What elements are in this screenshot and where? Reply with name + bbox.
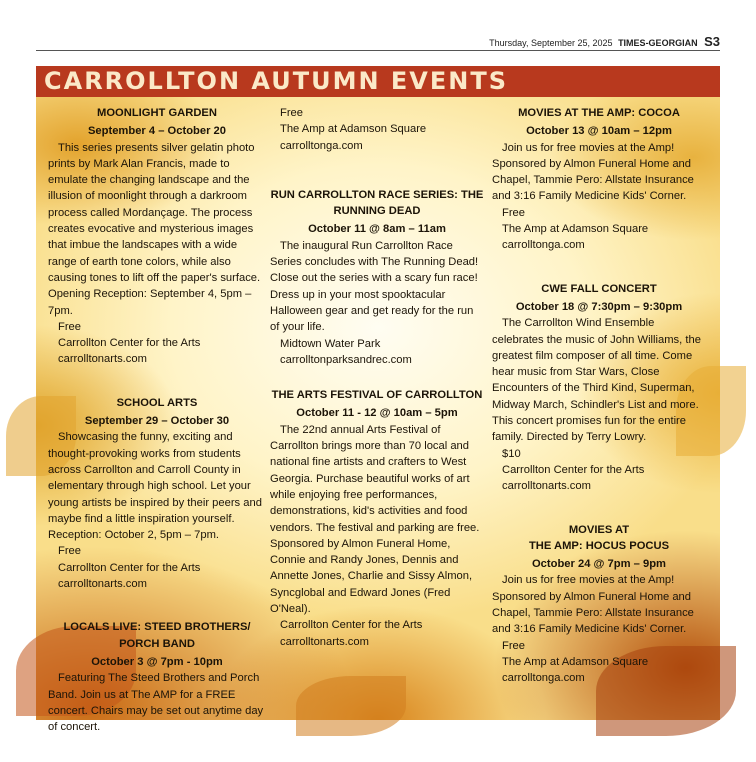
leaf-decoration bbox=[296, 676, 406, 736]
event-title-line-2: THE AMP: HOCUS POCUS bbox=[528, 539, 670, 552]
event-date: September 4 – October 20 bbox=[87, 125, 227, 138]
event-venue: The Amp at Adamson Square bbox=[502, 223, 649, 236]
event-description: Join us for free movies at the Amp! Sponsored by Almon Funeral Home and Chapel, Tammie Pero: Allstate Insurance and 3:16 Family Medicine Kids' Corner. bbox=[492, 574, 694, 636]
event-website: carrolltonga.com bbox=[280, 139, 363, 152]
section-title: CARROLLTON AUTUMN EVENTS bbox=[44, 67, 508, 95]
event-venue: The Amp at Adamson Square bbox=[502, 655, 649, 668]
event-website: carrolltonparksandrec.com bbox=[280, 353, 412, 366]
event-date: September 29 – October 30 bbox=[84, 415, 230, 428]
title-bar bbox=[36, 66, 720, 97]
event-title: CWE FALL CONCERT bbox=[541, 282, 657, 295]
event-description: Join us for free movies at the Amp! Sponsored by Almon Funeral Home and Chapel, Tammie Pero: Allstate Insurance and 3:16 Family Medicine Kids' Corner. bbox=[492, 141, 694, 203]
event-venue: The Amp at Adamson Square bbox=[280, 123, 427, 136]
event-date: October 13 @ 10am – 12pm bbox=[526, 125, 672, 138]
event-venue: Carrollton Center for the Arts bbox=[280, 619, 423, 632]
event-price: Free bbox=[280, 107, 304, 119]
event-date: October 11 @ 8am – 11am bbox=[308, 223, 446, 236]
event-description: The inaugural Run Carrollton Race Series concludes with The Running Dead! Close out the series with a scary fun race! Dress up in your most spooktacular Halloween gear and get ready for the run of your life. bbox=[270, 239, 479, 334]
event-description: Showcasing the funny, exciting and thought-provoking works from students across Carrollton and Carroll County in elementary through high school. Let your young artists be inspired by their peers and maybe find a little inspiration yourself. Reception: October 2, 5pm – 7pm. bbox=[48, 431, 262, 542]
column-3 bbox=[492, 105, 706, 714]
event-title: MOVIES AT THE AMP: COCOA bbox=[518, 107, 680, 119]
event-website: carrolltonarts.com bbox=[280, 635, 369, 648]
event-price: Free bbox=[58, 320, 82, 333]
events-panel bbox=[36, 66, 720, 734]
event-locals-live bbox=[48, 619, 266, 735]
event-date: October 3 @ 7pm - 10pm bbox=[91, 655, 223, 668]
newspaper-name: TIMES-GEORGIAN bbox=[618, 38, 698, 48]
event-description: Featuring The Steed Brothers and Porch Band. Join us at The AMP for a FREE concert. Chairs may be set out anytime day of concert. bbox=[48, 672, 264, 734]
event-school-arts bbox=[48, 395, 266, 593]
event-date: October 24 @ 7pm – 9pm bbox=[531, 558, 666, 571]
event-title-line-1: MOVIES AT bbox=[568, 523, 630, 536]
event-movies-coco bbox=[492, 105, 706, 254]
issue-date: Thursday, September 25, 2025 bbox=[489, 38, 613, 48]
column-2 bbox=[270, 105, 484, 669]
event-locals-live-continued bbox=[270, 105, 484, 154]
event-race-series bbox=[270, 187, 484, 368]
event-title: SCHOOL ARTS bbox=[116, 396, 198, 409]
page-header bbox=[489, 34, 720, 49]
event-arts-festival bbox=[270, 387, 484, 650]
event-website: carrolltonga.com bbox=[502, 672, 585, 685]
event-price: Free bbox=[58, 545, 82, 558]
event-moonlight-garden bbox=[48, 105, 266, 368]
header-rule bbox=[36, 50, 720, 51]
event-price: Free bbox=[502, 639, 526, 652]
event-description: The 22nd annual Arts Festival of Carrollton brings more than 70 local and national fine artists and crafters to West Georgia. Purchase beautiful works of art while enjoying free performances, demonstrations, kid's activities and food vendors. The festival and parking are free. Sponsored by Almon Funeral Home, Connie and Randy Jones, Dennis and Annette Jones, Charlie and Sissy Almon, Syncglobal and Edward Jones (Fred O'Neal). bbox=[270, 423, 480, 616]
event-date: October 18 @ 7:30pm – 9:30pm bbox=[515, 300, 683, 313]
event-website: carrolltonarts.com bbox=[58, 353, 147, 366]
event-website: carrolltonga.com bbox=[502, 239, 585, 252]
column-1 bbox=[48, 105, 266, 762]
event-venue: Carrollton Center for the Arts bbox=[58, 337, 201, 350]
event-description: The Carrollton Wind Ensemble celebrates the music of John Williams, the greatest film composer of all time. Come hear music from Star Wars, Close Encounters of the Third Kind, Superman, Midway March, Schindler's List and more. This concert promises fun for the entire family. Directed by Terry Lowry. bbox=[492, 317, 701, 444]
event-hocus-pocus bbox=[492, 522, 706, 687]
event-title: THE ARTS FESTIVAL OF CARROLLTON bbox=[271, 389, 483, 402]
event-cwe-concert bbox=[492, 281, 706, 495]
event-date: October 11 - 12 @ 10am – 5pm bbox=[296, 407, 458, 420]
event-price: $10 bbox=[502, 447, 521, 460]
page-number: S3 bbox=[704, 34, 720, 49]
event-title: MOONLIGHT GARDEN bbox=[97, 107, 217, 119]
event-venue: Midtown Water Park bbox=[280, 337, 381, 350]
event-description: This series presents silver gelatin photo prints by Mark Alan Francis, made to emulate the changing landscape and the illusion of moonlight through a darkroom process called Mordançage. The process creates evocative and mysterious images that imbue the landscapes with a wide range of earth tone colors, while also causing tones to lift off the paper's surface. Opening Reception: September 4, 5pm – 7pm. bbox=[48, 141, 261, 317]
event-title: RUN CARROLLTON RACE SERIES: THE RUNNING DEAD bbox=[270, 188, 484, 218]
event-price: Free bbox=[502, 206, 526, 219]
event-website: carrolltonarts.com bbox=[58, 578, 147, 591]
event-venue: Carrollton Center for the Arts bbox=[58, 561, 201, 574]
event-website: carrolltonarts.com bbox=[502, 480, 591, 493]
event-venue: Carrollton Center for the Arts bbox=[502, 463, 645, 476]
event-title: LOCALS LIVE: STEED BROTHERS/ PORCH BAND bbox=[63, 621, 251, 650]
